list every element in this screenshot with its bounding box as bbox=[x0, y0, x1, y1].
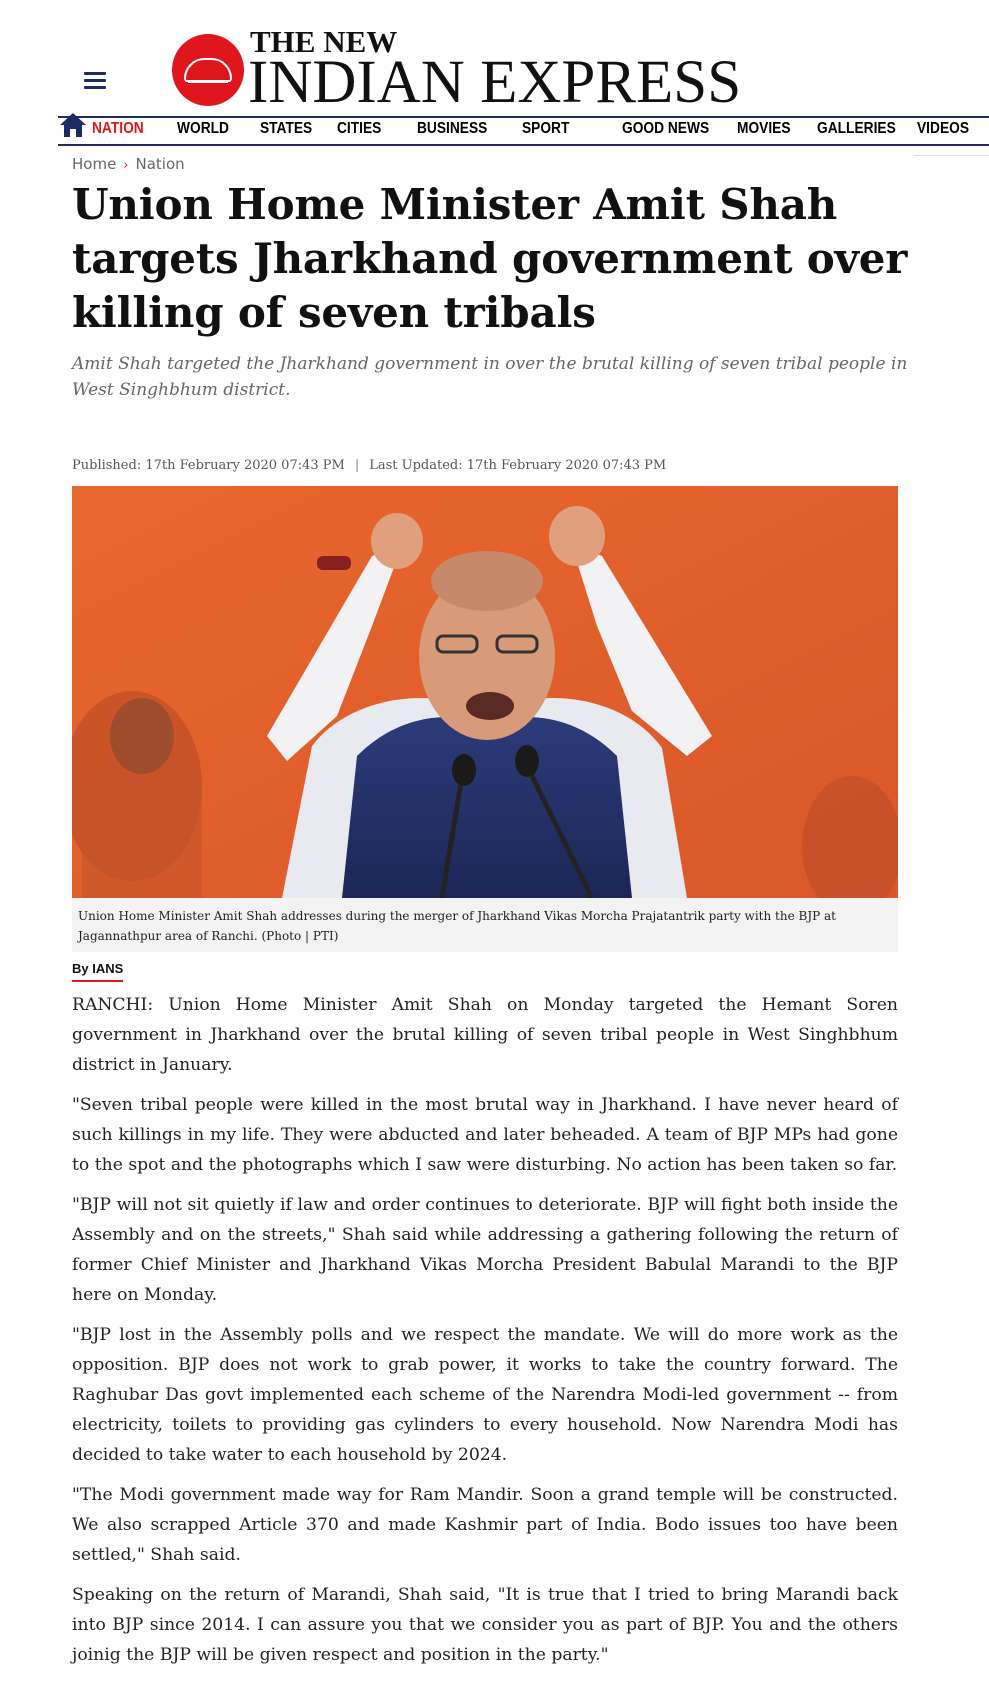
article-paragraph: RANCHI: Union Home Minister Amit Shah on Monday targeted the Hemant Soren government in Jharkhand over the brutal killing of seven tribal people in West Singhbhum district in January. bbox=[72, 995, 898, 1075]
published-date: Published: 17th February 2020 07:43 PM bbox=[72, 458, 345, 473]
site-logo-main-text[interactable]: INDIAN EXPRESS bbox=[248, 49, 742, 116]
breadcrumb-home-link[interactable]: Home bbox=[72, 155, 117, 173]
nav-item-states[interactable]: STATES bbox=[260, 120, 313, 137]
nav-item-world[interactable]: WORLD bbox=[177, 120, 229, 137]
nav-items bbox=[92, 120, 989, 144]
nav-item-videos[interactable]: VIDEOS bbox=[917, 120, 970, 137]
site-logo-emblem[interactable] bbox=[172, 34, 244, 106]
nav-item-galleries[interactable]: GALLERIES bbox=[817, 120, 896, 137]
dateline-separator: | bbox=[354, 458, 360, 473]
article-body bbox=[72, 990, 898, 1680]
nav-item-nation[interactable]: NATION bbox=[92, 120, 144, 137]
article-headline: Union Home Minister Amit Shah targets Jharkhand government over killing of seven tribals bbox=[72, 180, 908, 337]
breadcrumb-section-link[interactable]: Nation bbox=[135, 155, 185, 173]
breadcrumb bbox=[72, 155, 185, 173]
article-paragraph: "The Modi government made way for Ram Mandir. Soon a grand temple will be constructed. We also scrapped Article 370 and made Kashmir part of India. Bodo issues too have been settled," Shah said. bbox=[72, 1485, 898, 1565]
hamburger-menu-icon[interactable] bbox=[84, 72, 106, 90]
main-navigation bbox=[58, 116, 989, 146]
updated-date: Last Updated: 17th February 2020 07:43 PM bbox=[369, 458, 667, 473]
article-paragraph: "Seven tribal people were killed in the most brutal way in Jharkhand. I have never heard of such killings in my life. They were abducted and later beheaded. A team of BJP MPs had gone to the spot and the photographs which I saw were disturbing. No action has been taken so far. bbox=[72, 1095, 898, 1175]
nav-item-movies[interactable]: MOVIES bbox=[737, 120, 791, 137]
article-paragraph: Speaking on the return of Marandi, Shah said, "It is true that I tried to bring Marandi back into BJP since 2014. I can assure you that we consider you as part of BJP. You and the others joinig the BJP will be given respect and position in the party." bbox=[72, 1585, 898, 1665]
hero-photo-illustration bbox=[72, 486, 898, 898]
nav-divider bbox=[914, 155, 989, 156]
article-standfirst: Amit Shah targeted the Jharkhand government in over the brutal killing of seven tribal people in West Singhbhum district. bbox=[72, 354, 908, 400]
home-icon[interactable] bbox=[58, 110, 88, 140]
article-hero-image bbox=[72, 486, 898, 898]
site-logo-top-text[interactable]: THE NEW bbox=[250, 24, 398, 59]
article-dateline bbox=[72, 458, 666, 473]
image-caption: Union Home Minister Amit Shah addresses during the merger of Jharkhand Vikas Morcha Prajatantrik party with the BJP at Jagannathpur area of Ranchi. (Photo | PTI) bbox=[72, 898, 898, 952]
article-paragraph: "BJP lost in the Assembly polls and we respect the mandate. We will do more work as the opposition. BJP does not work to grab power, it works to take the country forward. The Raghubar Das govt implemented each scheme of the Narendra Modi-led government -- from electricity, toilets to providing gas cylinders to every household. Now Narendra Modi has decided to take water to each household by 2024. bbox=[72, 1325, 898, 1465]
breadcrumb-separator: › bbox=[123, 158, 129, 173]
article-paragraph: "BJP will not sit quietly if law and order continues to deteriorate. BJP will fight both inside the Assembly and on the streets," Shah said while addressing a gathering following the return of former Chief Minister and Jharkhand Vikas Morcha President Babulal Marandi to the BJP here on Monday. bbox=[72, 1195, 898, 1305]
nav-item-cities[interactable]: CITIES bbox=[337, 120, 382, 137]
article-byline[interactable]: By IANS bbox=[72, 961, 123, 982]
nav-item-good-news[interactable]: GOOD NEWS bbox=[622, 120, 710, 137]
nav-item-business[interactable]: BUSINESS bbox=[417, 120, 488, 137]
nav-item-sport[interactable]: SPORT bbox=[522, 120, 570, 137]
